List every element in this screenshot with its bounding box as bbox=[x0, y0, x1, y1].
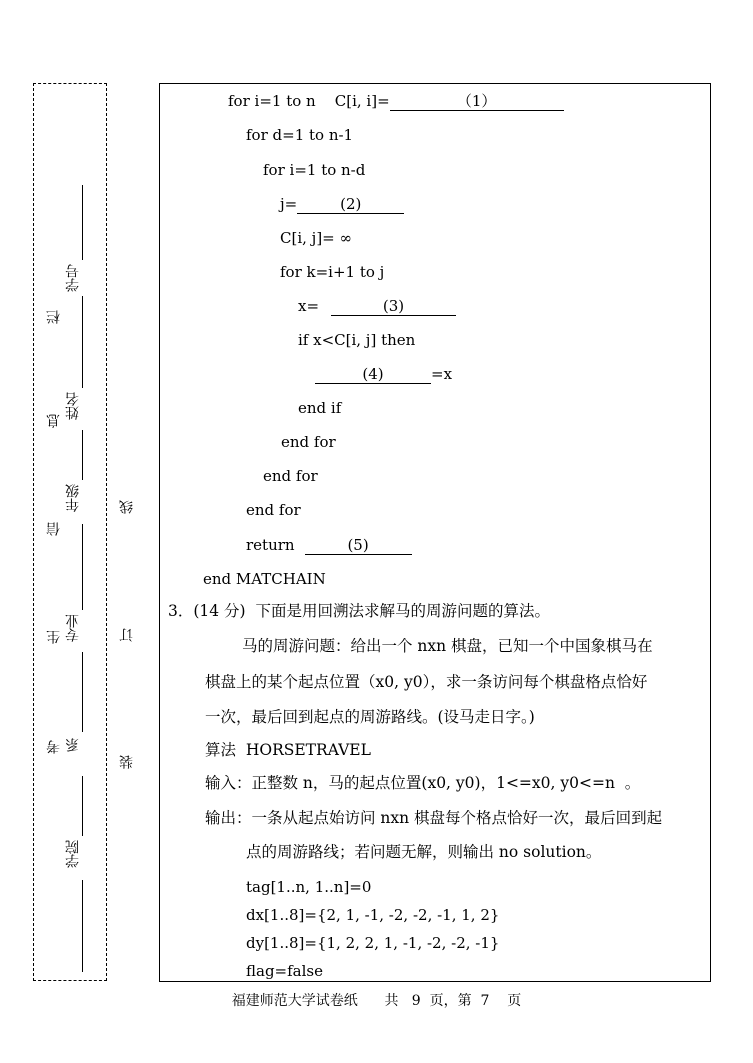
name-label: 姓名 bbox=[65, 392, 81, 420]
code-line-14-text: return bbox=[246, 536, 295, 554]
code-line-15: end MATCHAIN bbox=[203, 570, 326, 588]
fill-blank-3: (3) bbox=[331, 298, 456, 316]
code-line-4-text: j= bbox=[280, 195, 298, 213]
fill-blank-2: (2) bbox=[297, 196, 404, 214]
code-line-5: C[i, j]= ∞ bbox=[280, 229, 352, 247]
algorithm-output-line-2: 点的周游路线；若问题无解，则输出 no solution。 bbox=[246, 843, 602, 861]
algorithm-input: 输入：正整数 n，马的起点位置(x0, y0)，1<=x0, y0<=n 。 bbox=[205, 774, 641, 792]
department-line bbox=[82, 652, 83, 732]
binding-mark-zhuang: 装 bbox=[119, 755, 135, 769]
algorithm-code-3: dy[1..8]={1, 2, 2, 1, -1, -2, -2, -1} bbox=[246, 934, 500, 952]
binding-mark-ding: 订 bbox=[119, 628, 135, 642]
code-line-10: end if bbox=[298, 399, 342, 417]
code-line-2: for d=1 to n-1 bbox=[246, 126, 354, 144]
name-line bbox=[82, 296, 83, 388]
code-line-11: end for bbox=[281, 433, 336, 451]
algorithm-code-1: tag[1..n, 1..n]=0 bbox=[246, 878, 372, 896]
page-footer bbox=[0, 990, 753, 1010]
algorithm-code-4: flag=false bbox=[246, 962, 323, 980]
code-line-1 bbox=[228, 92, 564, 111]
footer-university: 福建师范大学试卷纸 bbox=[231, 993, 358, 1009]
footer-page-count: 共 9 页，第 7 页 bbox=[384, 993, 522, 1009]
code-line-6: for k=i+1 to j bbox=[280, 263, 385, 281]
grade-line bbox=[82, 430, 83, 480]
code-line-1-text: for i=1 to n C[i, i]= bbox=[228, 92, 390, 110]
grade-label: 年级 bbox=[65, 484, 81, 512]
code-line-12: end for bbox=[263, 467, 318, 485]
question-3-header: 3．(14 分) 下面是用回溯法求解马的周游问题的算法。 bbox=[168, 602, 550, 620]
binding-mark-xian: 线 bbox=[119, 500, 135, 514]
college-line bbox=[82, 776, 83, 836]
code-line-13: end for bbox=[246, 501, 301, 519]
section-char-xi: 息 bbox=[46, 414, 62, 428]
major-label: 专业 bbox=[65, 614, 81, 642]
code-line-9 bbox=[315, 365, 452, 384]
fill-blank-5: (5) bbox=[305, 537, 412, 555]
fill-blank-4: (4) bbox=[315, 366, 431, 384]
code-line-7-text: x= bbox=[298, 297, 320, 315]
algorithm-name: 算法 HORSETRAVEL bbox=[205, 741, 371, 759]
college-label: 学院 bbox=[65, 840, 81, 868]
question-3-desc-line-1: 马的周游问题：给出一个 nxn 棋盘，已知一个中国象棋马在 bbox=[242, 637, 653, 655]
code-line-3: for i=1 to n-d bbox=[263, 161, 366, 179]
code-line-8: if x<C[i, j] then bbox=[298, 331, 416, 349]
student-id-label: 学号 bbox=[65, 264, 81, 292]
algorithm-code-2: dx[1..8]={2, 1, -1, -2, -2, -1, 1, 2} bbox=[246, 906, 500, 924]
code-line-7 bbox=[298, 297, 456, 316]
fill-blank-1: （1） bbox=[390, 93, 564, 111]
section-char-lan: 栏 bbox=[46, 310, 62, 324]
code-line-14 bbox=[246, 536, 412, 555]
code-line-4 bbox=[280, 195, 404, 214]
major-line bbox=[82, 524, 83, 610]
college-line-2 bbox=[82, 880, 83, 972]
student-id-line bbox=[82, 185, 83, 260]
section-char-sheng: 生 bbox=[46, 630, 62, 644]
section-char-xin: 信 bbox=[46, 522, 62, 536]
department-label: 系 bbox=[65, 738, 81, 752]
question-3-desc-line-2: 棋盘上的某个起点位置（x0, y0），求一条访问每个棋盘格点恰好 bbox=[205, 673, 648, 691]
code-line-9-text: =x bbox=[431, 365, 453, 383]
question-3-desc-line-3: 一次，最后回到起点的周游路线。(设马走日字。) bbox=[205, 708, 535, 726]
section-char-kao: 考 bbox=[46, 740, 62, 754]
algorithm-output-line-1: 输出：一条从起点始访问 nxn 棋盘每个格点恰好一次，最后回到起 bbox=[205, 809, 663, 827]
